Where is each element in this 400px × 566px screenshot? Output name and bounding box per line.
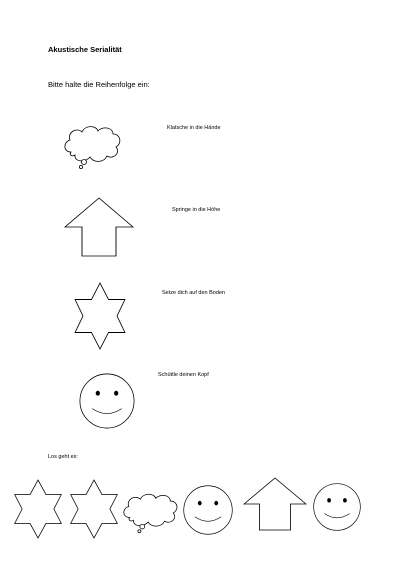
cloud-icon: [62, 122, 124, 170]
arrow-up-icon: [244, 478, 306, 530]
sequence-row: [0, 478, 400, 548]
legend-action-label: Springe in die Höhe: [172, 207, 221, 213]
cloud-icon: [122, 490, 180, 534]
legend-action-label: Klatsche in die Hände: [167, 125, 221, 131]
sequence-label: Los geht es:: [48, 454, 78, 460]
star-icon: [10, 480, 66, 538]
legend-action-label: Schüttle deinen Kopf: [158, 372, 209, 378]
star-icon: [70, 283, 130, 349]
star-icon: [66, 480, 122, 538]
smiley-icon: [182, 484, 234, 536]
legend-item-arrow: [65, 198, 133, 261]
smiley-icon: [312, 482, 362, 532]
arrow-up-icon: [65, 198, 133, 256]
document-title: Akustische Serialität: [48, 45, 122, 54]
legend-item-star: [70, 283, 130, 354]
legend-item-smiley: [78, 372, 136, 435]
smiley-icon: [78, 372, 136, 430]
instruction-text: Bitte halte die Reihenfolge ein:: [48, 80, 150, 89]
legend-action-label: Setze dich auf den Boden: [162, 290, 225, 296]
legend-item-cloud: [62, 122, 124, 175]
